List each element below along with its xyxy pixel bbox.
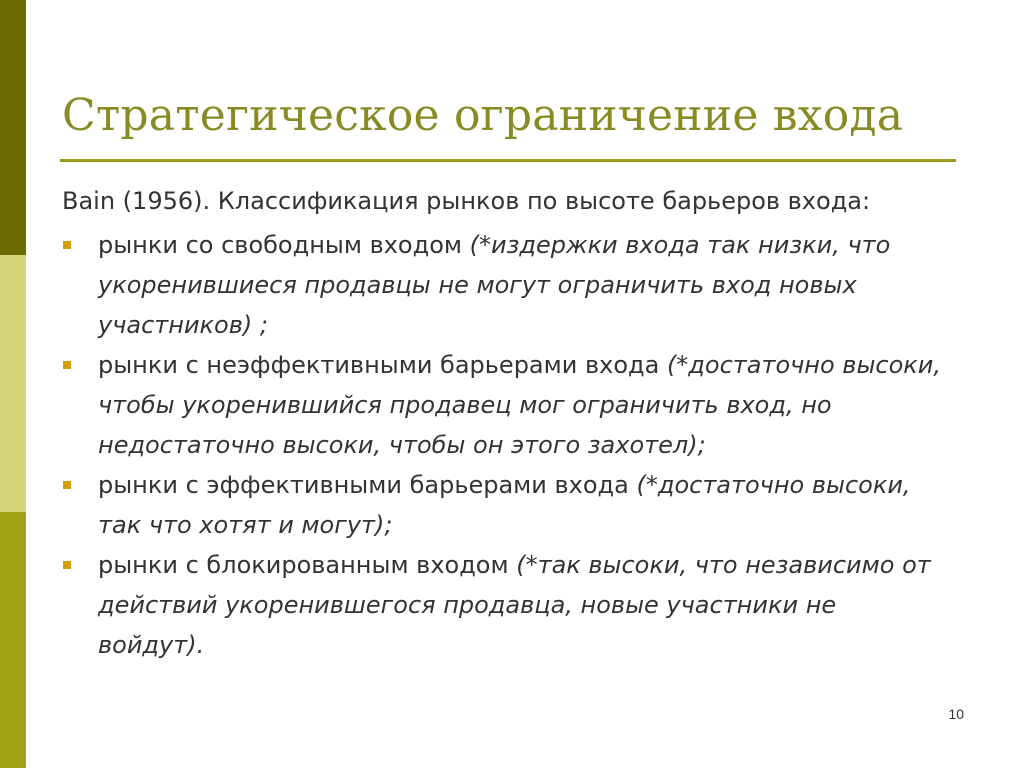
intro-text: Bain (1956). Классификация рынков по высоте барьеров входа: [62, 187, 871, 215]
item-text: рынки с неэффективными барьерами входа [98, 351, 667, 379]
bullet-icon [63, 561, 71, 569]
title-divider [60, 159, 956, 162]
item-note: (*достаточно высоки, так что хотят и могут); [98, 471, 911, 539]
list-item [62, 225, 944, 345]
item-text: рынки с эффективными барьерами входа [98, 471, 637, 499]
slide-title: Стратегическое ограничение входа [62, 90, 904, 141]
item-text: рынки со свободным входом [98, 231, 470, 259]
accent-strip-bottom [0, 512, 26, 768]
item-note: (*достаточно высоки, чтобы укоренившийся продавец мог ограничить вход, но недостаточно высоки, чтобы он этого захотел); [98, 351, 942, 459]
list-item [62, 345, 944, 465]
item-note: (*так высоки, что независимо от действий укоренившегося продавца, новые участники не войдут). [98, 551, 931, 659]
accent-strip-middle [0, 255, 26, 512]
list-item [62, 465, 944, 545]
accent-strip-top [0, 0, 26, 255]
bullet-list [62, 225, 962, 665]
bullet-icon [63, 241, 71, 249]
item-note: (*издержки входа так низки, что укоренившиеся продавцы не могут ограничить вход новых участников) ; [98, 231, 891, 339]
bullet-icon [63, 361, 71, 369]
bullet-icon [63, 481, 71, 489]
slide-body [62, 181, 962, 665]
page-number: 10 [948, 706, 964, 722]
list-item [62, 545, 944, 665]
item-text: рынки с блокированным входом [98, 551, 517, 579]
